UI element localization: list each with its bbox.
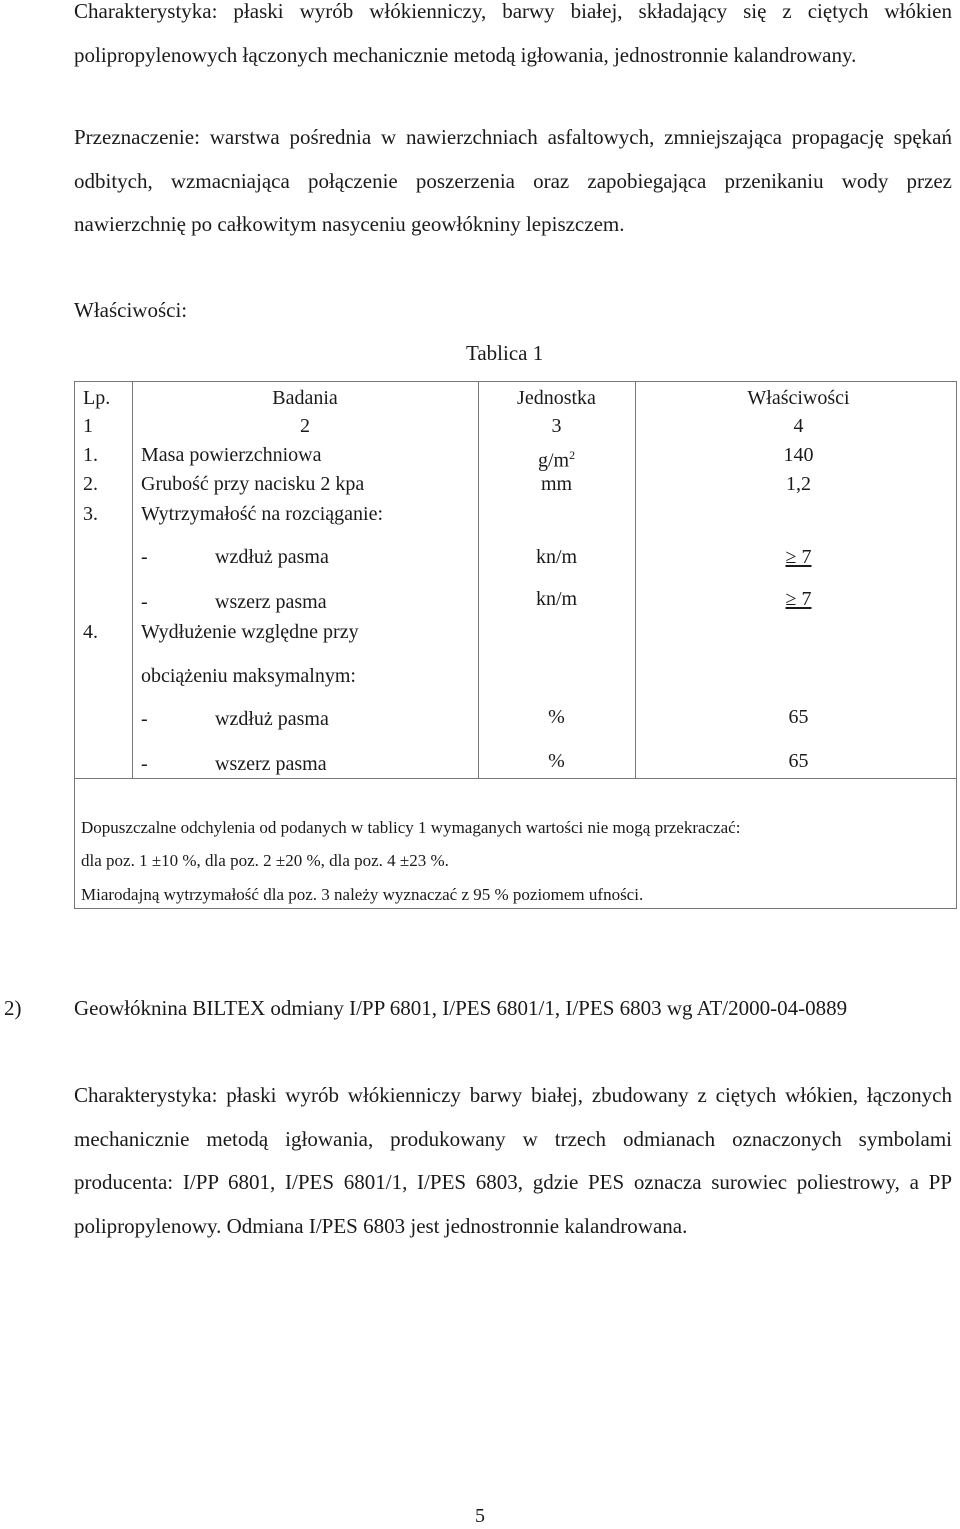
table-note: Dopuszczalne odchylenia od podanych w tablicy 1 wymaganych wartości nie mogą przekraczać: <box>81 818 741 837</box>
row-number: 4. <box>83 621 98 643</box>
header-tests: Badania <box>272 387 338 409</box>
header-properties: Właściwości <box>747 387 850 409</box>
unit-superscript: 2 <box>569 448 576 462</box>
purpose-paragraph: Przeznaczenie: warstwa pośrednia w nawierzchniach asfaltowych, zmniejszająca propagację spękań odbitych, wzmacniająca połączenie poszerzenia oraz zapobiegająca przenikaniu wody przez nawierzchnię po całkowitym nasyceniu geowłókniny lepiszczem. <box>74 125 952 236</box>
table-note: Miarodajną wytrzymałość dla poz. 3 należy wyznaczać z 95 % poziomem ufności. <box>81 885 644 904</box>
sub-value: ≥ 7 <box>785 588 812 610</box>
sub-dash: - <box>141 546 148 568</box>
table-divider <box>75 778 956 779</box>
row-number: 2. <box>83 473 98 495</box>
sub-dash: - <box>141 591 148 613</box>
row-unit: mm <box>540 473 573 495</box>
colnum-3: 3 <box>551 415 562 437</box>
unit-text: g/m <box>537 449 570 472</box>
row-test-name: Wytrzymałość na rozciąganie: <box>141 503 384 525</box>
table-caption: Tablica 1 <box>466 341 544 365</box>
row-test-name: Grubość przy nacisku 2 kpa <box>141 473 365 495</box>
header-unit: Jednostka <box>517 387 596 409</box>
characteristics-paragraph: Charakterystyka: płaski wyrób włókienniczy, barwy białej, składający się z ciętych włókien polipropylenowych łączonych mechanicznie metodą igłowania, jednostronnie kalandrowany. <box>74 0 952 67</box>
properties-label: Właściwości: <box>74 298 188 322</box>
sub-unit: kn/m <box>535 588 578 610</box>
section-characteristics: Charakterystyka: płaski wyrób włókienniczy barwy białej, zbudowany z ciętych włókien, łączonych mechanicznie metodą igłowania, produkowany w trzech odmianach oznaczonych symbolami producenta: I/PP 6801, I/PES 6801/1, I/PES 6803, gdzie PES oznacza surowiec poliestrowy, a PP polipropylenowy. Odmiana I/PES 6803 jest jednostronnie kalandrowana. <box>74 1083 952 1238</box>
section-title: Geowłóknina BILTEX odmiany I/PP 6801, I/PES 6801/1, I/PES 6803 wg AT/2000-04-0889 <box>74 996 848 1020</box>
row-value: 140 <box>783 444 814 466</box>
sub-test-name: wszerz pasma <box>215 753 327 775</box>
header-lp: Lp. <box>83 387 111 409</box>
colnum-4: 4 <box>793 415 804 437</box>
table-divider <box>132 382 133 778</box>
sub-test-name: wzdłuż pasma <box>215 546 329 568</box>
sub-unit: kn/m <box>535 546 578 568</box>
colnum-2: 2 <box>300 415 310 437</box>
row-test-name: Wydłużenie względne przy <box>141 621 359 643</box>
sub-value: 65 <box>788 706 809 728</box>
sub-test-name: wzdłuż pasma <box>215 708 329 730</box>
properties-table <box>74 381 957 909</box>
sub-test-name: wszerz pasma <box>215 591 327 613</box>
section-number: 2) <box>4 996 22 1020</box>
sub-unit: % <box>548 750 565 772</box>
page-number: 5 <box>475 1505 485 1527</box>
row-test-name-cont: obciążeniu maksymalnym: <box>141 665 356 687</box>
table-note: dla poz. 1 ±10 %, dla poz. 2 ±20 %, dla poz. 4 ±23 %. <box>81 851 449 870</box>
sub-value: 65 <box>788 750 809 772</box>
row-number: 3. <box>83 503 98 525</box>
sub-dash: - <box>141 753 148 775</box>
colnum-1: 1 <box>83 415 93 437</box>
row-test-name: Masa powierzchniowa <box>141 444 322 466</box>
row-number: 1. <box>83 444 98 466</box>
row-value: 1,2 <box>786 473 811 495</box>
sub-dash: - <box>141 708 148 730</box>
row-unit <box>478 442 635 474</box>
sub-value: ≥ 7 <box>785 546 812 568</box>
sub-unit: % <box>548 706 565 728</box>
table-divider <box>635 382 636 778</box>
